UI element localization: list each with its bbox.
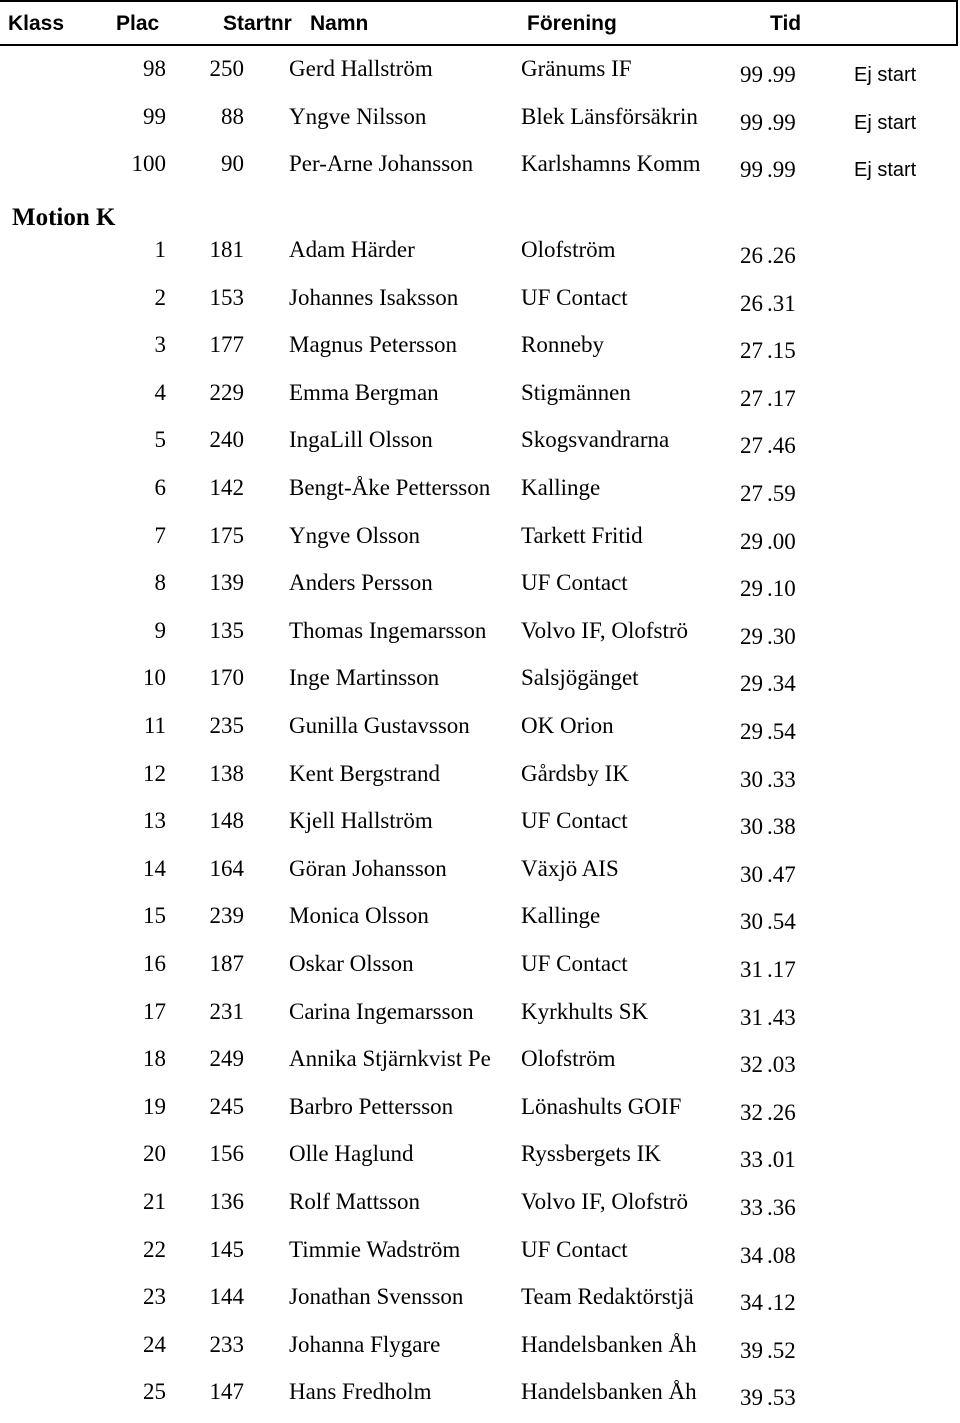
cell-time-min: 39 <box>740 1337 763 1363</box>
cell-time-min: 29 <box>740 623 763 649</box>
cell-startnr: 177 <box>209 332 244 358</box>
header-plac: Plac <box>116 12 160 35</box>
cell-time-min: 27 <box>740 338 763 364</box>
cell-time-min: 26 <box>740 243 763 268</box>
cell-time-min: 30 <box>740 861 763 887</box>
cell-startnr: 88 <box>221 103 244 129</box>
cell-name: Hans Fredholm <box>289 1379 432 1405</box>
cell-time-min: 26 <box>740 290 763 316</box>
cell-name: Anders Persson <box>289 570 433 596</box>
cell-startnr: 138 <box>209 760 244 786</box>
cell-name: Per-Arne Johansson <box>289 151 474 176</box>
cell-club: Ryssbergets IK <box>521 1141 661 1167</box>
cell-startnr: 153 <box>209 284 244 310</box>
cell-club: Växjö AIS <box>521 855 619 881</box>
cell-club: Team Redaktörstjä <box>521 1284 694 1310</box>
cell-plac: 2 <box>154 284 166 310</box>
cell-time-sec: .00 <box>767 528 796 554</box>
table-row <box>0 1379 960 1423</box>
cell-plac: 18 <box>143 1046 166 1072</box>
cell-time-sec: .12 <box>767 1290 796 1316</box>
cell-name: Olle Haglund <box>289 1141 414 1167</box>
cell-club: Handelsbanken Åh <box>521 1379 697 1405</box>
cell-club: Stigmännen <box>521 379 631 405</box>
table-row <box>0 285 960 329</box>
cell-club: Lönashults GOIF <box>521 1093 682 1119</box>
cell-name: Timmie Wadström <box>289 1236 461 1262</box>
table-row <box>0 903 960 947</box>
cell-name: Gerd Hallström <box>289 56 433 81</box>
cell-plac: 5 <box>154 427 166 453</box>
table-row <box>0 475 960 519</box>
cell-name: Johanna Flygare <box>289 1331 441 1357</box>
cell-note: Ej start <box>854 159 917 181</box>
table-row <box>0 104 960 148</box>
cell-club: UF Contact <box>521 570 628 596</box>
cell-time-sec: .10 <box>767 576 796 602</box>
cell-time-sec: .17 <box>767 385 796 411</box>
cell-note: Ej start <box>854 64 917 86</box>
cell-club: UF Contact <box>521 284 628 310</box>
table-row <box>0 1046 960 1090</box>
table-row <box>0 1237 960 1281</box>
cell-time-sec: .26 <box>767 1099 796 1125</box>
cell-time-min: 33 <box>740 1195 763 1220</box>
table-row <box>0 808 960 852</box>
cell-time-sec: .31 <box>767 290 796 316</box>
cell-startnr: 245 <box>209 1093 244 1119</box>
cell-time-sec: .99 <box>767 157 796 182</box>
cell-plac: 9 <box>154 617 166 643</box>
cell-startnr: 147 <box>209 1379 244 1405</box>
cell-time-min: 31 <box>740 957 763 982</box>
cell-startnr: 233 <box>209 1331 244 1357</box>
cell-plac: 21 <box>143 1189 166 1214</box>
cell-name: Barbro Pettersson <box>289 1093 454 1119</box>
cell-startnr: 231 <box>209 998 244 1024</box>
table-row <box>0 1189 960 1233</box>
cell-time-sec: .38 <box>767 814 796 840</box>
table-row <box>0 380 960 424</box>
header-startnr: Startnr <box>223 12 292 35</box>
results-header <box>0 0 958 46</box>
cell-club: Salsjögänget <box>521 665 639 691</box>
cell-time-sec: .30 <box>767 623 796 649</box>
cell-name: Emma Bergman <box>289 379 439 405</box>
cell-club: Karlshamns Komm <box>521 151 701 176</box>
table-row <box>0 1141 960 1185</box>
cell-startnr: 145 <box>209 1236 244 1262</box>
cell-time-sec: .43 <box>767 1004 796 1030</box>
table-row <box>0 856 960 900</box>
cell-time-sec: .99 <box>767 62 796 87</box>
cell-plac: 15 <box>143 903 166 929</box>
table-row <box>0 1284 960 1328</box>
table-row <box>0 570 960 614</box>
cell-plac: 19 <box>143 1093 166 1119</box>
cell-name: Inge Martinsson <box>289 665 440 691</box>
cell-time-sec: .53 <box>767 1385 796 1411</box>
cell-time-min: 29 <box>740 671 763 697</box>
cell-time-min: 27 <box>740 385 763 411</box>
cell-startnr: 229 <box>209 379 244 405</box>
cell-time-sec: .54 <box>767 909 796 935</box>
cell-time-sec: .54 <box>767 719 796 744</box>
cell-startnr: 181 <box>209 237 244 262</box>
cell-startnr: 249 <box>209 1046 244 1072</box>
cell-time-sec: .47 <box>767 861 796 887</box>
cell-plac: 12 <box>143 760 166 786</box>
cell-startnr: 235 <box>209 713 244 738</box>
cell-name: Monica Olsson <box>289 903 429 929</box>
table-row <box>0 237 960 281</box>
cell-startnr: 148 <box>209 808 244 834</box>
cell-name: Yngve Olsson <box>289 522 420 548</box>
cell-time-sec: .03 <box>767 1052 796 1078</box>
cell-startnr: 239 <box>209 903 244 929</box>
header-tid: Tid <box>770 12 802 35</box>
cell-plac: 13 <box>143 808 166 834</box>
cell-time-min: 34 <box>740 1242 763 1268</box>
cell-time-sec: .08 <box>767 1242 796 1268</box>
table-row <box>0 999 960 1043</box>
cell-startnr: 240 <box>209 427 244 453</box>
table-row <box>0 618 960 662</box>
cell-time-sec: .52 <box>767 1337 796 1363</box>
cell-startnr: 142 <box>209 475 244 500</box>
cell-time-min: 29 <box>740 576 763 602</box>
cell-plac: 99 <box>143 103 166 129</box>
cell-time-min: 39 <box>740 1385 763 1411</box>
cell-startnr: 90 <box>221 151 244 176</box>
cell-time-sec: .33 <box>767 766 796 792</box>
table-row <box>0 1332 960 1376</box>
cell-name: Carina Ingemarsson <box>289 998 474 1024</box>
cell-plac: 25 <box>143 1379 166 1405</box>
cell-name: Magnus Petersson <box>289 332 458 358</box>
cell-plac: 16 <box>143 951 166 976</box>
cell-plac: 7 <box>154 522 166 548</box>
cell-plac: 4 <box>154 379 166 405</box>
cell-name: Rolf Mattsson <box>289 1189 420 1214</box>
table-row <box>0 1094 960 1138</box>
cell-time-min: 27 <box>740 481 763 506</box>
cell-note: Ej start <box>854 111 917 134</box>
cell-club: Kallinge <box>521 903 601 929</box>
cell-club: UF Contact <box>521 1236 628 1262</box>
table-row <box>0 713 960 757</box>
cell-startnr: 187 <box>209 951 244 976</box>
cell-name: Gunilla Gustavsson <box>289 713 470 738</box>
header-namn: Namn <box>310 12 369 35</box>
cell-plac: 10 <box>143 665 166 691</box>
cell-club: UF Contact <box>521 951 628 976</box>
cell-time-min: 30 <box>740 909 763 935</box>
cell-club: OK Orion <box>521 713 614 738</box>
cell-name: Yngve Nilsson <box>289 103 427 129</box>
cell-plac: 6 <box>154 475 166 500</box>
cell-plac: 24 <box>143 1331 166 1357</box>
cell-startnr: 164 <box>209 855 244 881</box>
cell-name: IngaLill Olsson <box>289 427 433 453</box>
cell-club: Blek Länsförsäkrin <box>521 103 698 129</box>
cell-plac: 100 <box>131 151 166 176</box>
cell-plac: 98 <box>143 56 166 81</box>
cell-time-sec: .99 <box>767 109 796 135</box>
cell-plac: 20 <box>143 1141 166 1167</box>
cell-plac: 17 <box>143 998 166 1024</box>
cell-time-min: 99 <box>740 62 763 87</box>
cell-time-sec: .26 <box>767 243 796 268</box>
cell-time-min: 31 <box>740 1004 763 1030</box>
cell-club: Skogsvandrarna <box>521 427 670 453</box>
cell-name: Thomas Ingemarsson <box>289 617 487 643</box>
cell-time-sec: .46 <box>767 433 796 459</box>
cell-plac: 22 <box>143 1236 166 1262</box>
table-row <box>0 427 960 471</box>
cell-time-sec: .01 <box>767 1147 796 1173</box>
cell-name: Adam Härder <box>289 237 415 262</box>
table-row <box>0 523 960 567</box>
cell-time-min: 33 <box>740 1147 763 1173</box>
cell-name: Kjell Hallström <box>289 808 433 834</box>
cell-time-sec: .59 <box>767 481 796 506</box>
cell-club: Gårdsby IK <box>521 760 629 786</box>
table-row <box>0 332 960 376</box>
cell-name: Annika Stjärnkvist Pe <box>289 1046 491 1072</box>
cell-plac: 11 <box>143 713 166 738</box>
table-row <box>0 56 960 100</box>
cell-name: Oskar Olsson <box>289 951 414 976</box>
cell-plac: 1 <box>154 237 166 262</box>
cell-startnr: 170 <box>209 665 244 691</box>
cell-club: Handelsbanken Åh <box>521 1331 697 1357</box>
cell-club: Olofström <box>521 237 616 262</box>
cell-startnr: 175 <box>209 522 244 548</box>
cell-time-sec: .36 <box>767 1195 796 1220</box>
cell-plac: 8 <box>154 570 166 596</box>
cell-club: Tarkett Fritid <box>521 522 643 548</box>
cell-time-sec: .34 <box>767 671 796 697</box>
cell-time-min: 34 <box>740 1290 763 1316</box>
table-row <box>0 665 960 709</box>
cell-club: Gränums IF <box>521 56 632 81</box>
cell-club: Volvo IF, Olofströ <box>521 1189 689 1214</box>
cell-startnr: 156 <box>209 1141 244 1167</box>
table-row <box>0 151 960 195</box>
header-klass: Klass <box>8 12 65 35</box>
cell-club: Ronneby <box>521 332 605 358</box>
cell-time-min: 29 <box>740 528 763 554</box>
cell-name: Johannes Isaksson <box>289 284 459 310</box>
cell-club: Olofström <box>521 1046 616 1072</box>
cell-name: Bengt-Åke Pettersson <box>289 475 491 500</box>
table-row <box>0 951 960 995</box>
cell-name: Jonathan Svensson <box>289 1284 464 1310</box>
cell-time-min: 29 <box>740 719 763 744</box>
cell-startnr: 135 <box>209 617 244 643</box>
cell-startnr: 144 <box>209 1284 244 1310</box>
cell-plac: 14 <box>143 855 166 881</box>
cell-club: UF Contact <box>521 808 628 834</box>
cell-name: Kent Bergstrand <box>289 760 440 786</box>
cell-time-min: 30 <box>740 766 763 792</box>
cell-plac: 3 <box>154 332 166 358</box>
cell-time-min: 99 <box>740 109 763 135</box>
cell-name: Göran Johansson <box>289 855 447 881</box>
cell-startnr: 250 <box>209 56 244 81</box>
cell-time-min: 32 <box>740 1052 763 1078</box>
cell-startnr: 139 <box>209 570 244 596</box>
cell-time-min: 30 <box>740 814 763 840</box>
header-forening: Förening <box>527 12 617 35</box>
table-row <box>0 761 960 805</box>
cell-club: Kallinge <box>521 475 601 500</box>
cell-time-sec: .17 <box>767 957 796 982</box>
cell-time-min: 32 <box>740 1099 763 1125</box>
cell-club: Volvo IF, Olofströ <box>521 617 689 643</box>
cell-club: Kyrkhults SK <box>521 998 649 1024</box>
cell-time-min: 27 <box>740 433 763 459</box>
cell-time-sec: .15 <box>767 338 796 364</box>
class-label: Motion K <box>12 204 116 231</box>
cell-startnr: 136 <box>209 1189 244 1214</box>
cell-plac: 23 <box>143 1284 166 1310</box>
cell-time-min: 99 <box>740 157 763 182</box>
